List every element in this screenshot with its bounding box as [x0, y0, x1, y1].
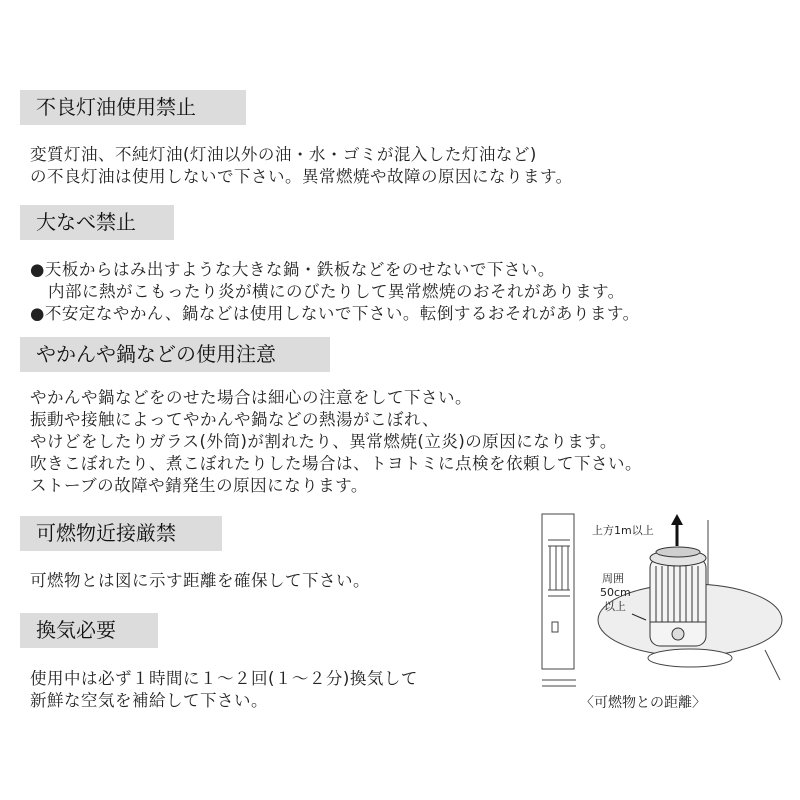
section-heading-flammables	[20, 516, 222, 551]
section-body-flammables	[30, 570, 370, 592]
side-clearance-distance: 50cm	[600, 586, 631, 599]
section-heading-text: 可燃物近接厳禁	[36, 521, 176, 545]
section-heading-ventilation	[20, 613, 158, 648]
shelf-drawing	[542, 514, 576, 686]
section-body-bad-kerosene	[30, 144, 573, 188]
section-body-kettle-caution	[30, 387, 642, 497]
body-line: ●不安定なやかん、鍋などは使用しないで下さい。転倒するおそれがあります。	[30, 304, 640, 323]
body-line: ●天板からはみ出すような大きな鍋・鉄板などをのせないで下さい。	[30, 260, 555, 279]
body-line: ストーブの故障や錆発生の原因になります。	[30, 476, 368, 495]
section-heading-bad-kerosene	[20, 90, 246, 125]
body-line: やけどをしたりガラス(外筒)が割れたり、異常燃焼(立炎)の原因になります。	[30, 432, 617, 451]
section-heading-text: 不良灯油使用禁止	[36, 95, 196, 119]
up-arrow-icon	[671, 514, 683, 546]
body-line: 可燃物とは図に示す距離を確保して下さい。	[30, 571, 370, 590]
section-heading-text: やかんや鍋などの使用注意	[36, 342, 276, 366]
section-heading-text: 大なべ禁止	[36, 210, 136, 234]
body-line: やかんや鍋などをのせた場合は細心の注意をして下さい。	[30, 388, 472, 407]
section-heading-text: 換気必要	[36, 618, 116, 642]
body-line: 変質灯油、不純灯油(灯油以外の油・水・ゴミが混入した灯油など)	[30, 145, 537, 164]
side-clearance-min: 以上	[604, 600, 626, 613]
side-clearance-label: 周囲	[602, 572, 624, 585]
body-line: の不良灯油は使用しないで下さい。異常燃焼や故障の原因になります。	[30, 167, 573, 186]
body-line: 振動や接触によってやかんや鍋などの熱湯がこぼれ、	[30, 410, 439, 429]
section-body-large-pot	[30, 259, 640, 325]
illustration-caption: 〈可燃物との距離〉	[580, 695, 706, 711]
section-heading-kettle-caution	[20, 337, 330, 372]
section-heading-large-pot	[20, 205, 174, 240]
body-line: 使用中は必ず１時間に１～２回(１～２分)換気して	[30, 669, 418, 688]
top-clearance-label: 上方1m以上	[592, 524, 654, 537]
body-line: 内部に熱がこもったり炎が横にのびたりして異常燃焼のおそれがあります。	[48, 282, 625, 301]
stove-drawing	[650, 547, 706, 646]
body-line: 新鮮な空気を補給して下さい。	[30, 691, 268, 710]
section-body-ventilation	[30, 668, 418, 712]
body-line: 吹きこぼれたり、煮こぼれたりした場合は、トヨトミに点検を依頼して下さい。	[30, 454, 642, 473]
